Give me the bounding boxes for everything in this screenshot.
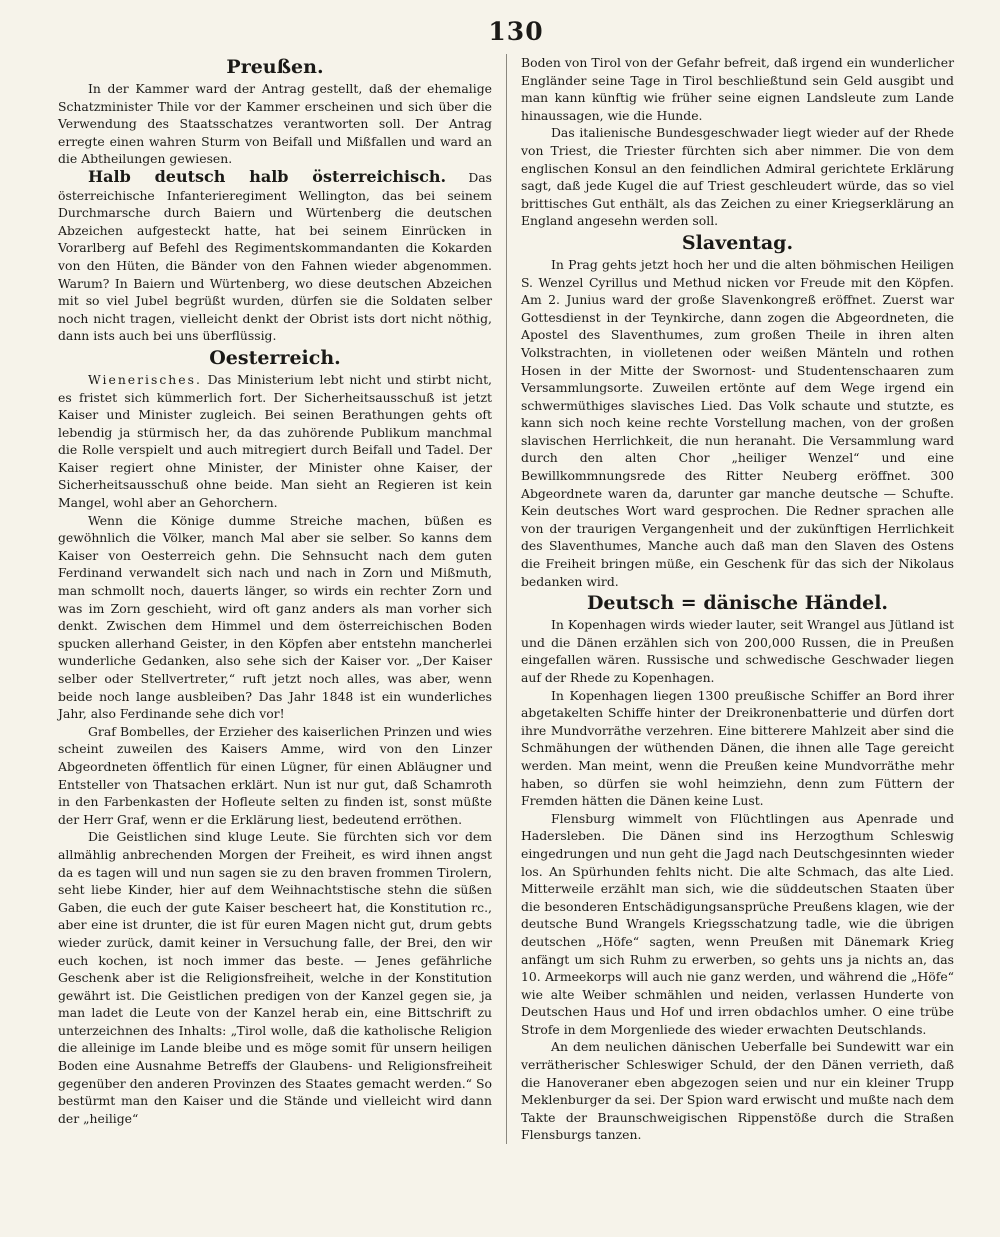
article-halb-deutsch [58, 168, 492, 345]
article-bundesgeschwader: Das italienische Bundesgeschwader liegt wieder auf der Rhede von Triest, die Triester fürchten sich aber nimmer. Die von dem englischen Konsul an den feindlichen Admiral gerichtete Erklärung sagt, daß jede Kugel die auf Triest geschleudert würde, das so viel brittisches Gut enthält, als das Zeichen zu einer Kriegserklärung an England angesehn werden soll. [521, 125, 954, 229]
section-title-deutsch-daenisch: Deutsch = dänische Händel. [586, 592, 889, 615]
article-wienerisches [58, 371, 492, 512]
right-column [506, 54, 954, 1144]
article-bombelles: Graf Bombelles, der Erzieher des kaiserlichen Prinzen und wies scheint zuweilen des Kaisers Amme, wird von den Linzer Abgeordneten öffentlich für einen Lügner, für einen Abläugner und Entsteller von Thatsachen erklärt. Nun ist nur gut, daß Schamroth in den Farbenkasten der Hofleute selten zu finden ist, sonst müßte der Herr Graf, wenn er die Erklärung liest, bedeutend erröthen. [58, 723, 492, 827]
article-sundewitt: An dem neulichen dänischen Ueberfalle bei Sundewitt war ein verrätherischer Schleswiger Schuld, der den Dänen verrieth, daß die Hanoveraner eben abgezogen seien und nur ein kleiner Trupp Meklenburger da sei. Der Spion ward erwischt und mußte nach dem Takte der Braunschweigischen Rippenstöße durch die Straßen Flensburgs tanzen. [521, 1039, 954, 1143]
article-tirol-continued: Boden von Tirol von der Gefahr befreit, daß irgend ein wunderlicher Engländer seine Tage in Tirol beschließtund sein Geld ausgibt und man kann künftig wie früher seine eignen Landsleute zum Lande hinaussagen, wie die Hunde. [521, 55, 954, 123]
article-wienerisches-text: Das Ministerium lebt nicht und stirbt nicht, es fristet sich kümmerlich fort. Der Sicherheitsausschuß ist jetzt Kaiser und Minister zugleich. Bei seinen Berathungen gehts oft lebendig ja stürmisch her, da das zuhörende Publikum manchmal die Rolle verspielt und auch mitregiert durch Beifall und Tadel. Der Kaiser regiert ohne Minister, der Minister ohne Kaiser, der Sicherheitsausschuß ohne beide. Man sieht an Regieren ist kein Mangel, wohl aber an Gehorchern. [58, 371, 492, 511]
article-prag: In Prag gehts jetzt hoch her und die alten böhmischen Heiligen S. Wenzel Cyrillus und Methud nicken vor Freude mit den Köpfen. Am 2. Junius ward der große Slavenkongreß eröffnet. Zuerst war Gottesdienst in der Teynkirche, dann zogen die Abgeordneten, die Apostel des Slaventhumes, zum großen Theile in ihren alten Volkstrachten, in violletenen oder weißen Mänteln und rothen Hosen in der Mitte der Swornost- und Studentenschaaren zum Versammlungsorte. Zuweilen ertönte auf dem Wege irgend ein schwermüthiges slavisches Lied. Das Volk schaute und stutzte, es kann sich noch keine rechte Vorstellung machen, von der großen slavischen Herrlichkeit, die nun heranaht. Die Versammlung ward durch den alten Chor „heiliger Wenzel“ und eine Bewillkommnungsrede des Ritter Neuberg eröffnet. 300 Abgeordnete waren da, darunter gar manche deutsche — Schufte. Kein deutsches Wort ward gesprochen. Die Redner sprachen alle von der traurigen Vergangenheit und der zukünftigen Herrlichkeit des Slaventhumes, Manche auch daß man den Slaven des Ostens die Freiheit bringen müße, ein Geschenk für das sich der Nikolaus bedanken wird. [521, 256, 954, 589]
section-title-oesterreich: Oesterreich. [209, 346, 341, 369]
section-title-slaventag: Slaventag. [681, 231, 794, 254]
article-preussen: In der Kammer ward der Antrag gestellt, daß der ehemalige Schatzminister Thile vor der Kammer erscheinen und sich über die Verwendung des Staatsschatzes verantworten soll. Der Antrag erregte einen wahren Sturm von Beifall und Mißfallen und ward an die Abtheilungen gewiesen. [58, 81, 492, 167]
columns [58, 54, 974, 1144]
headline-wienerisches: Wienerisches. [88, 371, 202, 387]
page-number: 130 [488, 17, 544, 46]
section-title-preussen: Preußen. [226, 56, 324, 78]
article-flensburg: Flensburg wimmelt von Flüchtlingen aus Apenrade und Hadersleben. Die Dänen sind ins Herzogthum Schleswig eingedrungen und nun geht die Jagd nach Deutschgesinnten wieder los. An Spürhunden fehlts nicht. Die alte Schmach, das alte Lied. Mitterweile erzählt man sich, wie die süddeutschen Staaten über die besonderen Entschädigungsansprüche Preußens klagen, wie der deutsche Bund Wrangels Kriegsschatzung tadle, wie die übrigen deutschen „Höfe“ sagten, wenn Preußen mit Dänemark Krieg anfängt um sich Ruhm zu erwerben, so gehts uns ja nichts an, das 10. Armeekorps will auch nie ganz werden, und während die „Höfe“ wie alte Weiber schmählen und neiden, verlassen Hunderte von Deutschen Haus und Hof und irren obdachlos umher. O eine trübe Strofe in dem Morgenliede des wieder erwachten Deutschlands. [521, 810, 954, 1037]
article-kopenhagen-1: In Kopenhagen wirds wieder lauter, seit Wrangel aus Jütland ist und die Dänen erzählen sich von 200,000 Russen, die in Preußen eingefallen wären. Russische und schwedische Geschwader liegen auf der Rhede zu Kopenhagen. [521, 617, 954, 685]
article-geistlichen: Die Geistlichen sind kluge Leute. Sie fürchten sich vor dem allmählig anbrechenden Morgen der Freiheit, es wird ihnen angst da es tagen will und nun sagen sie zu den braven frommen Tirolern, seht liebe Kinder, hier auf dem Weihnachtstische stehn die süßen Gaben, die euch der gute Kaiser bescheert hat, die Konstitution rc., aber eine ist drunter, die ist für euren Magen nicht gut, drum gebts wieder zurück, damit keiner in Versuchung falle, der Brei, den wir euch kochen, ist noch immer das beste. — Jenes gefährliche Geschenk aber ist die Religionsfreiheit, welche in der Konstitution gewährt ist. Die Geistlichen predigen von der Kanzel gegen sie, ja man ladet die Leute von der Kanzel herab ein, eine Bittschrift zu unterzeichnen des Inhalts: „Tirol wolle, daß die katholische Religion die alleinige im Lande bleibe und es möge somit für unsern heiligen Boden eine Ausnahme Betreffs der Glaubens- und Religionsfreiheit gegenüber den anderen Provinzen des Staates gemacht werden.“ So bestürmt man den Kaiser und die Stände und vielleicht wird dann der „heilige“ [58, 829, 492, 1126]
article-halb-deutsch-text: Das österreichische Infanterieregiment Wellington, das bei seinem Durchmarsche durch Baiern und Würtenberg die deutschen Abzeichen aufgesteckt hatte, hat bei seinem Einrücken in Vorarlberg auf Befehl des Regimentskommandanten die Kokarden von den Hüten, die Bänder von den Fahnen wieder abgenommen. Warum? In Baiern und Würtenberg, wo diese deutschen Abzeichen mit so viel Jubel begrüßt wurden, dürfen sie die Soldaten selber noch nicht tragen, vielleicht denkt der Obrist ists dort nicht nöthig, dann ists auch bei uns überflüssig. [58, 169, 492, 344]
article-kopenhagen-2: In Kopenhagen liegen 1300 preußische Schiffer an Bord ihrer abgetakelten Schiffe hinter der Dreikronenbatterie und dürfen dort ihre Mundvorräthe verzehren. Eine bitterere Mahlzeit aber sind die Schmähungen der wüthenden Dänen, die ihnen alle Tage gereicht werden. Man meint, wenn die Preußen keine Mundvorräthe mehr haben, so dürfen sie wohl heimziehn, denn zum Füttern der Fremden hätten die Dänen keine Lust. [521, 687, 954, 809]
article-koenige: Wenn die Könige dumme Streiche machen, büßen es gewöhnlich die Völker, manch Mal aber sie selber. So kanns dem Kaiser von Oesterreich gehn. Die Sehnsucht nach dem guten Ferdinand verwandelt sich nach und nach in Zorn und Mißmuth, man schmollt noch, dauerts länger, so wirds ein rechter Zorn und was im Zorn geschieht, wird oft ganz anders als man vorher sich denkt. Zwischen dem Himmel und dem österreichischen Boden spucken allerhand Geister, in den Köpfen aber entstehn mancherlei wunderliche Gedanken, also sehe sich der Kaiser vor. „Der Kaiser selber oder Stellvertreter,“ ruft jetzt noch alles, was aber, wenn beide noch lange ausbleiben? Das Jahr 1848 ist ein wunderliches Jahr, also Ferdinande sehe dich vor! [58, 512, 492, 722]
headline-halb-deutsch: Halb deutsch halb österreichisch. [88, 166, 447, 186]
left-column [58, 54, 506, 1144]
